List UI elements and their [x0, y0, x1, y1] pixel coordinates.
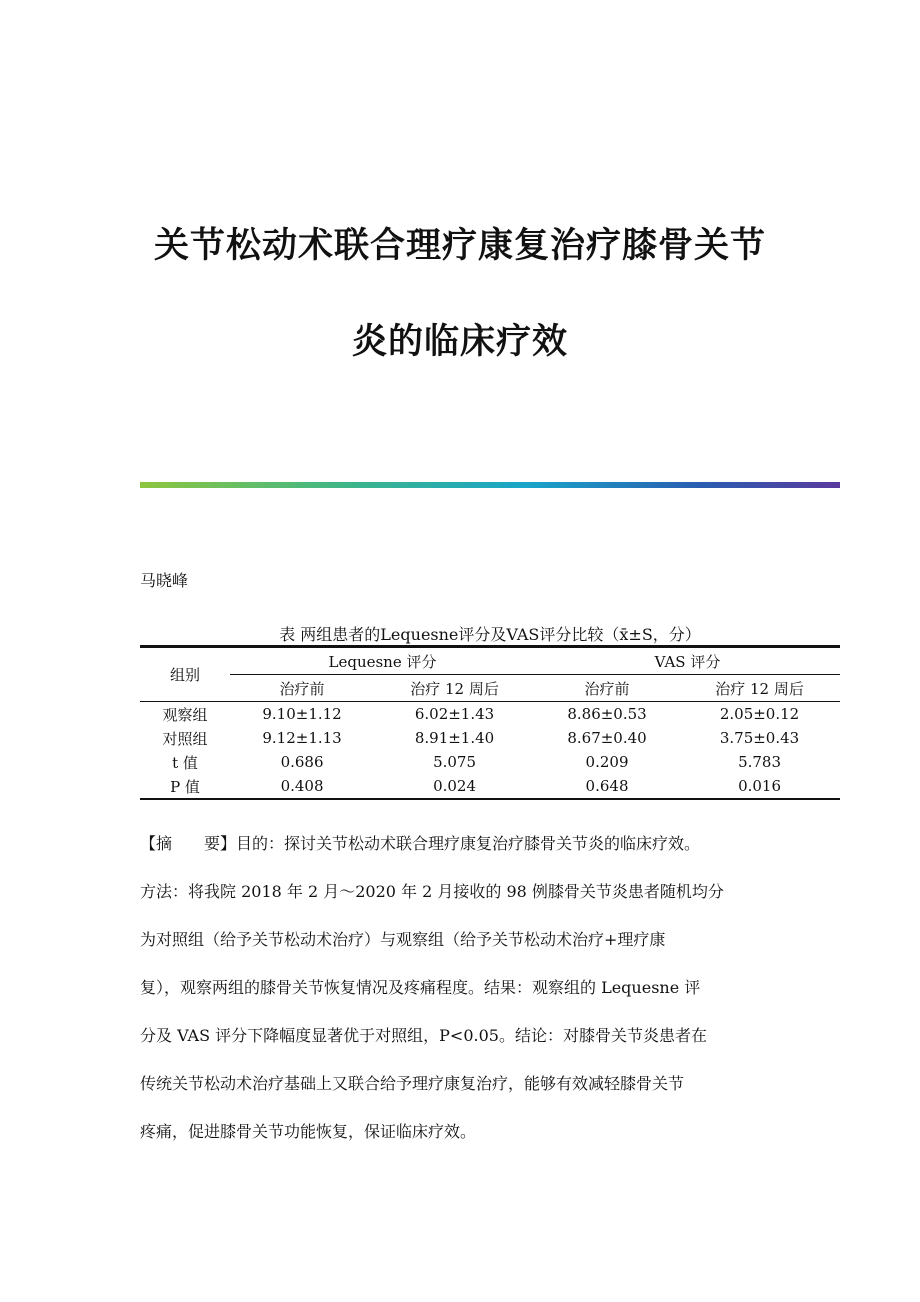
cell: 5.075: [433, 753, 477, 771]
cell: 0.209: [585, 753, 629, 771]
cell: 2.05±0.12: [719, 705, 800, 723]
cell: 8.86±0.53: [567, 705, 647, 723]
cell: 对照组: [162, 729, 208, 748]
cell: 观察组: [162, 705, 208, 724]
title-line-1: 关节松动术联合理疗康复治疗膝骨关节: [153, 226, 766, 266]
cell: 0.686: [280, 753, 324, 771]
table-row: [140, 750, 840, 774]
abstract-line: 复），观察两组的膝骨关节恢复情况及疼痛程度。结果：观察组的 Lequesne 评: [140, 978, 701, 997]
gradient-divider: [140, 482, 840, 488]
table-row: [140, 774, 840, 799]
group-header: 组别: [140, 647, 230, 702]
abstract-line: 传统关节松动术治疗基础上又联合给予理疗康复治疗，能够有效减轻膝骨关节: [140, 1074, 685, 1093]
cell: 8.67±0.40: [567, 729, 647, 747]
abstract-line: 疼痛，促进膝骨关节功能恢复，保证临床疗效。: [140, 1122, 477, 1141]
table-row: [140, 726, 840, 750]
cell: 0.024: [433, 777, 477, 795]
abstract-line: 方法：将我院 2018 年 2 月～2020 年 2 月接收的 98 例膝骨关节炎患者随机均分: [140, 882, 724, 901]
abstract-line: 为对照组（给予关节松动术治疗）与观察组（给予关节松动术治疗+理疗康: [140, 930, 666, 949]
col-group-vas: VAS 评分: [535, 647, 840, 675]
table-caption: 表 两组患者的Lequesne评分及VAS评分比较（x̄±S，分）: [279, 625, 701, 644]
cell: 0.648: [585, 777, 629, 795]
cell: t 值: [172, 753, 198, 772]
sub-header: 治疗 12 周后: [374, 675, 535, 702]
cell: P 值: [170, 777, 200, 796]
title-line-2: 炎的临床疗效: [351, 322, 568, 362]
abstract-line: 分及 VAS 评分下降幅度显著优于对照组，P<0.05。结论：对膝骨关节炎患者在: [140, 1026, 707, 1045]
cell: 9.12±1.13: [262, 729, 342, 747]
cell: 9.10±1.12: [262, 705, 342, 723]
cell: 6.02±1.43: [414, 705, 495, 723]
sub-header: 治疗前: [535, 675, 679, 702]
cell: 3.75±0.43: [719, 729, 800, 747]
cell: 0.016: [738, 777, 782, 795]
cell: 0.408: [280, 777, 324, 795]
author: 马晓峰: [140, 571, 189, 590]
col-group-lequesne: Lequesne 评分: [230, 647, 535, 675]
table-row: [140, 702, 840, 727]
sub-header: 治疗 12 周后: [679, 675, 840, 702]
abstract-line: 【摘 要】目的：探讨关节松动术联合理疗康复治疗膝骨关节炎的临床疗效。: [140, 834, 701, 853]
cell: 8.91±1.40: [414, 729, 495, 747]
sub-header: 治疗前: [230, 675, 374, 702]
cell: 5.783: [738, 753, 782, 771]
results-table: [140, 645, 840, 800]
